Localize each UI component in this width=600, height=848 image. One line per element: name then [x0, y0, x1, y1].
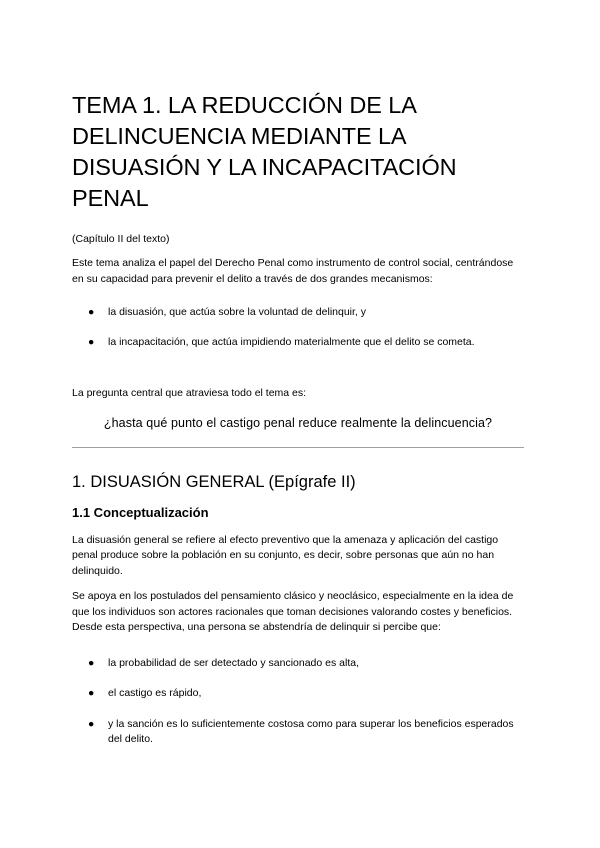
bullet-icon: ● [88, 656, 95, 669]
document-subtitle: (Capítulo II del texto) [72, 233, 170, 245]
intro-paragraph: Este tema analiza el papel del Derecho Penal como instrumento de control social, centrándose en su capacidad para prevenir el delito a través de dos grandes mecanismos: [72, 257, 514, 285]
paragraph: La disuasión general se refiere al efecto preventivo que la amenaza y aplicación del castigo penal produce sobre la población en su conjunto, es decir, sobre personas que aún no han delinquido. [72, 533, 499, 577]
mechanisms-list [72, 305, 524, 350]
list-item [72, 717, 524, 748]
list-item [72, 686, 524, 702]
subsection-heading: 1.1 Conceptualización [72, 504, 209, 520]
list-item-text: la disuasión, que actúa sobre la voluntad de delinquir, y [108, 306, 367, 318]
section-heading: 1. DISUASIÓN GENERAL (Epígrafe II) [72, 472, 356, 491]
list-item [72, 335, 524, 351]
document-page [72, 90, 524, 748]
document-title: TEMA 1. LA REDUCCIÓN DE LA DELINCUENCIA MEDIANTE LA DISUASIÓN Y LA INCAPACITACIÓN PENAL [72, 92, 457, 211]
central-question-intro: La pregunta central que atraviesa todo el tema es: [72, 387, 307, 399]
bullet-icon: ● [88, 687, 95, 699]
conditions-list [72, 656, 524, 748]
list-item-text: la probabilidad de ser detectado y sancionado es alta, [108, 656, 360, 669]
central-question: ¿hasta qué punto el castigo penal reduce realmente la delincuencia? [103, 415, 493, 430]
bullet-icon: ● [88, 335, 95, 348]
list-item-text: la incapacitación, que actúa impidiendo materialmente que el delito se cometa. [108, 335, 475, 348]
bullet-icon: ● [88, 717, 95, 730]
list-item [72, 656, 524, 672]
paragraph: Se apoya en los postulados del pensamiento clásico y neoclásico, especialmente en la idea de que los individuos son actores racionales que toman decisiones valorando costes y beneficios. Desde esta perspectiva, una persona se abstendría de delinquir si percibe que: [72, 590, 514, 633]
list-item [72, 305, 524, 321]
list-item-text: el castigo es rápido, [108, 687, 202, 699]
section-divider [72, 447, 524, 448]
bullet-icon: ● [88, 306, 95, 318]
list-item-text: y la sanción es lo suficientemente costosa como para superar los beneficios esperados del delito. [108, 717, 514, 745]
